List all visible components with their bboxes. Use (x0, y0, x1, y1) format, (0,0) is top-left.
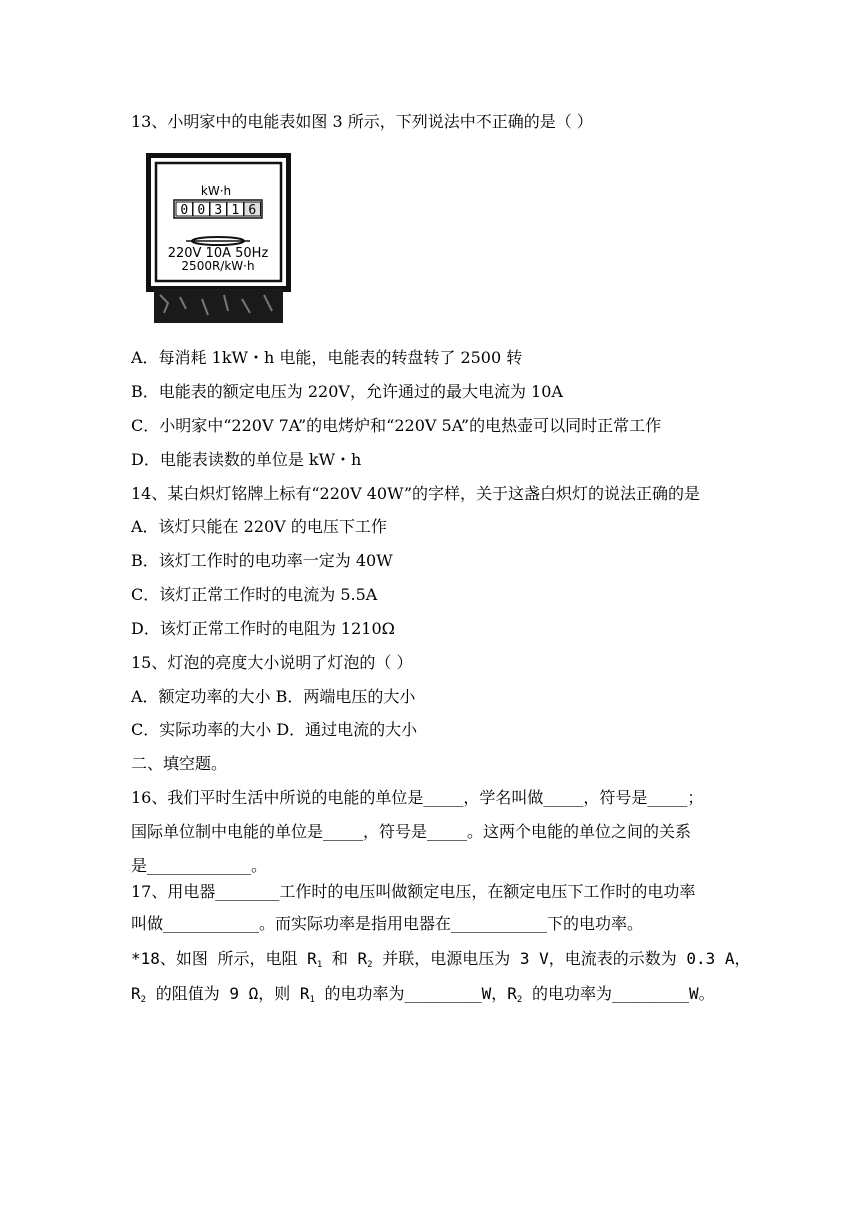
q13-stem: 13、小明家中的电能表如图 3 所示，下列说法中不正确的是（ ） (131, 112, 593, 131)
q18-text-1a: *18、如图 所示，电阻 R (131, 949, 317, 968)
q18-sub-5: 2 (516, 995, 523, 1005)
q18-sub-4: 1 (309, 995, 315, 1005)
q18-text-2b: 的阻值为 9 Ω，则 R (146, 984, 310, 1003)
q13-option-d: D．电能表读数的单位是 kW・h (131, 450, 362, 469)
electric-meter-figure (146, 153, 291, 325)
q15-options-row1: A．额定功率的大小 B．两端电压的大小 (131, 687, 416, 706)
q18-line2 (131, 984, 715, 1004)
q17-line2: 叫做____________。而实际功率是指用电器在____________下的电功率。 (131, 914, 644, 933)
q18-text-1b: 和 R (322, 949, 368, 968)
q18-text-2a: R (131, 984, 141, 1003)
meter-digit: 6 (248, 203, 257, 218)
q18-line1 (131, 949, 751, 969)
meter-digit: 3 (214, 203, 223, 218)
meter-digit: 0 (197, 203, 206, 218)
q15-stem: 15、灯泡的亮度大小说明了灯泡的（ ） (131, 653, 413, 672)
q13-option-c: C．小明家中“220V 7A”的电烤炉和“220V 5A”的电热壶可以同时正常工作 (131, 416, 662, 435)
q16-line3: 是_____________。 (131, 856, 268, 875)
q18-sub-1: 1 (316, 960, 323, 970)
q18-text-1c: 并联，电源电压为 3 V，电流表的示数为 0.3 A， (372, 949, 751, 968)
q14-option-c: C．该灯正常工作时的电流为 5.5A (131, 585, 378, 604)
q17-line1: 17、用电器________工作时的电压叫做额定电压，在额定电压下工作时的电功率 (131, 882, 696, 901)
meter-revs: 2500R/kW·h (181, 259, 255, 273)
q16-line2: 国际单位制中电能的单位是_____，符号是_____。这两个电能的单位之间的关系 (131, 822, 692, 841)
q18-sub-3: 2 (140, 995, 147, 1005)
q14-option-d: D．该灯正常工作时的电阻为 1210Ω (131, 619, 395, 638)
meter-digit: 1 (231, 203, 240, 218)
q14-option-a: A．该灯只能在 220V 的电压下工作 (131, 517, 387, 536)
q18-sub-2: 2 (367, 960, 373, 970)
q18-text-2c: 的电功率为________W，R (314, 984, 517, 1003)
q14-stem: 14、某白炽灯铭牌上标有“220V 40W”的字样，关于这盏白炽灯的说法正确的是 (131, 484, 701, 503)
section-heading: 二、填空题。 (131, 754, 228, 773)
meter-unit: kW·h (200, 184, 232, 198)
q13-option-b: B．电能表的额定电压为 220V，允许通过的最大电流为 10A (131, 382, 563, 401)
q15-options-row2: C．实际功率的大小 D．通过电流的大小 (131, 720, 418, 739)
meter-digit: 0 (180, 203, 189, 218)
q16-line1: 16、我们平时生活中所说的电能的单位是_____，学名叫做_____，符号是_____； (131, 788, 704, 807)
meter-rating: 220V 10A 50Hz (167, 246, 269, 261)
q14-option-b: B．该灯工作时的电功率一定为 40W (131, 551, 393, 570)
q18-text-2d: 的电功率为________W。 (522, 984, 715, 1003)
meter-digits (176, 202, 261, 218)
q13-option-a: A．每消耗 1kW・h 电能，电能表的转盘转了 2500 转 (131, 348, 523, 367)
